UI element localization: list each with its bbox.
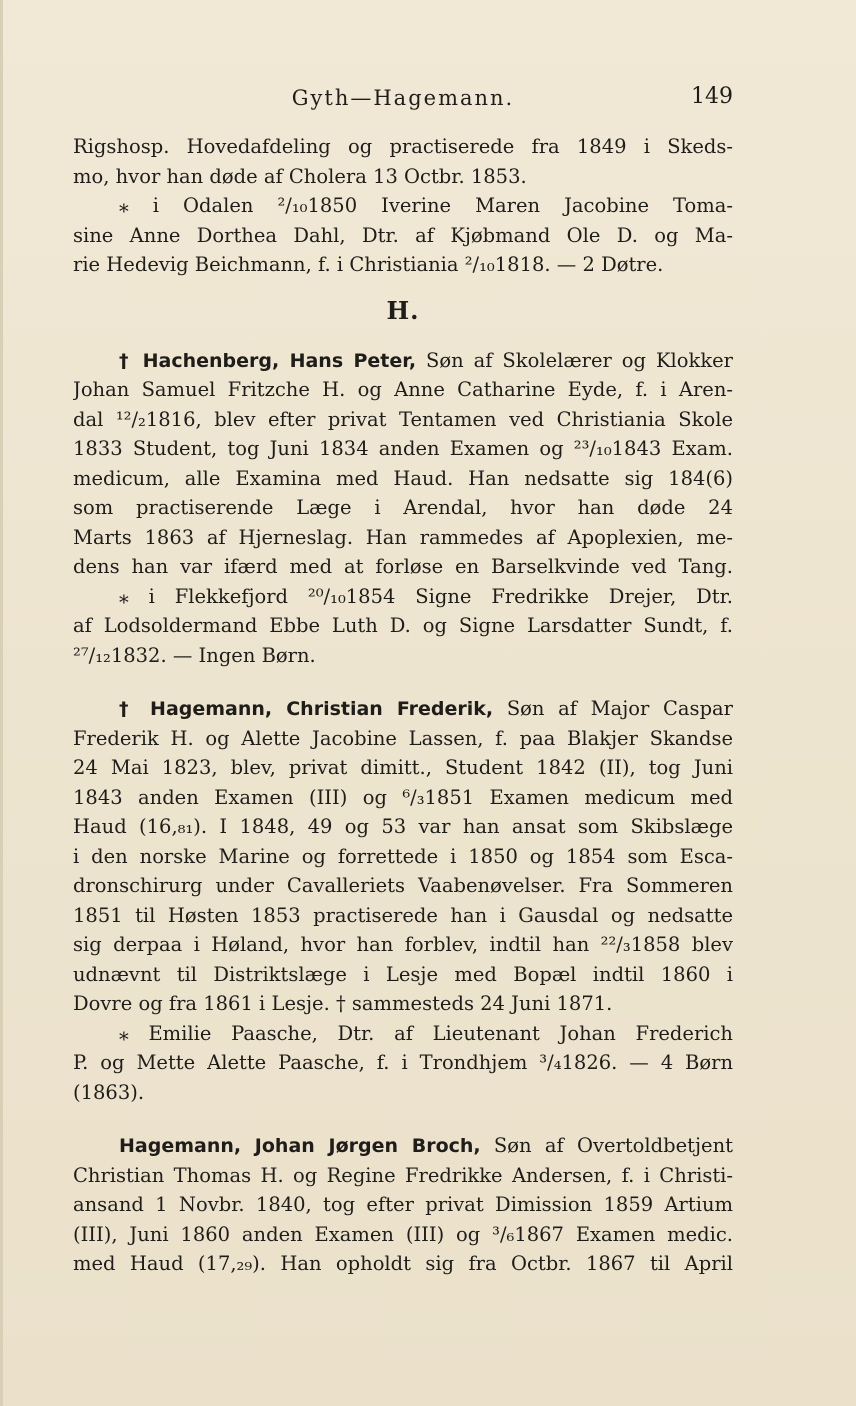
body-text xyxy=(73,132,733,1279)
text-line: mo, hvor han døde af Cholera 13 Octbr. 1853. xyxy=(73,164,527,188)
text-line: ²⁷/₁₂1832. — Ingen Børn. xyxy=(73,643,316,667)
text-line: 24 Mai 1823, blev, privat dimitt., Student 1842 (II), tog Juni xyxy=(73,756,733,779)
entry-hagemann-johan xyxy=(73,1131,733,1279)
text-line: Christian Thomas H. og Regine Fredrikke Andersen, f. i Christi- xyxy=(73,1163,733,1187)
text-line: (III), Juni 1860 anden Examen (III) og ³/₆1867 Examen medic. xyxy=(73,1222,733,1246)
entry-first-line-text: Søn af Skolelærer og Klokker xyxy=(416,348,733,372)
text-line: ⁎ i Odalen ²/₁₀1850 Iverine Maren Jacobine Toma- xyxy=(119,194,733,217)
entry-first-line xyxy=(73,1131,733,1161)
running-title: Gyth—Hagemann. xyxy=(291,86,515,110)
text-line: ⁎ Emilie Paasche, Dtr. af Lieutenant Johan Frederich xyxy=(119,1021,733,1045)
text-line: P. og Mette Alette Paasche, f. i Trondhjem ³/₄1826. — 4 Børn xyxy=(73,1051,733,1074)
text-line: Marts 1863 af Hjerneslag. Han rammedes af Apoplexien, me- xyxy=(73,525,733,549)
section-letter: H. xyxy=(386,295,420,325)
text-line: ⁎ i Flekkefjord ²⁰/₁₀1854 Signe Fredrikke Drejer, Dtr. xyxy=(119,584,733,608)
running-header xyxy=(73,86,733,116)
entry-headword: † Hagemann, Christian Frederik, xyxy=(119,698,494,720)
text-line: medicum, alle Examina med Haud. Han nedsatte sig 184(6) xyxy=(73,466,733,490)
text-line: 1833 Student, tog Juni 1834 anden Examen og ²³/₁₀1843 Exam. xyxy=(73,437,733,460)
entry-gyth-end xyxy=(73,132,733,280)
entry-first-line-text: Søn af Overtoldbetjent xyxy=(480,1134,733,1157)
entry-first-line xyxy=(73,694,733,724)
text-line: i den norske Marine og forrettede i 1850 og 1854 som Esca- xyxy=(73,844,733,868)
text-line: (1863). xyxy=(73,1080,145,1104)
text-line: med Haud (17,₂₉). Han opholdt sig fra Octbr. 1867 til April xyxy=(73,1252,733,1275)
text-line: dens han var ifærd med at forløse en Barselkvinde ved Tang. xyxy=(73,555,733,578)
text-line: Haud (16,₈₁). I 1848, 49 og 53 var han ansat som Skibslæge xyxy=(73,815,733,838)
text-line: dal ¹²/₂1816, blev efter privat Tentamen ved Christiania Skole xyxy=(73,407,733,431)
text-line: Frederik H. og Alette Jacobine Lassen, f. paa Blakjer Skandse xyxy=(73,726,733,750)
text-line: dronschirurg under Cavalleriets Vaabenøvelser. Fra Sommeren xyxy=(73,874,733,897)
entry-first-line-text: Søn af Major Caspar xyxy=(493,697,733,720)
entry-first-line xyxy=(73,346,733,376)
text-line: som practiserende Læge i Arendal, hvor han døde 24 xyxy=(73,496,733,519)
text-line: Johan Samuel Fritzche H. og Anne Catharine Eyde, f. i Aren- xyxy=(73,378,733,401)
page-number: 149 xyxy=(691,84,733,109)
text-line: sig derpaa i Høland, hvor han forblev, indtil han ²²/₃1858 blev xyxy=(73,933,733,956)
text-line: 1851 til Høsten 1853 practiserede han i Gausdal og nedsatte xyxy=(73,903,733,927)
text-line: af Lodsoldermand Ebbe Luth D. og Signe Larsdatter Sundt, f. xyxy=(73,614,733,637)
text-line: 1843 anden Examen (III) og ⁶/₃1851 Examen medicum med xyxy=(73,785,733,809)
text-line: Dovre og fra 1861 i Lesje. † sammesteds 24 Juni 1871. xyxy=(73,992,613,1015)
text-line: sine Anne Dorthea Dahl, Dtr. af Kjøbmand Ole D. og Ma- xyxy=(73,223,733,247)
text-line: rie Hedevig Beichmann, f. i Christiania ²/₁₀1818. — 2 Døtre. xyxy=(73,253,664,276)
text-line: Rigshosp. Hovedafdeling og practiserede fra 1849 i Skeds- xyxy=(73,135,733,158)
entry-hagemann-christian xyxy=(73,694,733,1107)
entry-hachenberg xyxy=(73,346,733,671)
text-line: udnævnt til Distriktslæge i Lesje med Bopæl indtil 1860 i xyxy=(73,962,733,986)
entry-headword: † Hachenberg, Hans Peter, xyxy=(119,349,417,372)
text-line: ansand 1 Novbr. 1840, tog efter privat Dimission 1859 Artium xyxy=(73,1193,733,1216)
entry-headword: Hagemann, Johan Jørgen Broch, xyxy=(119,1135,481,1157)
